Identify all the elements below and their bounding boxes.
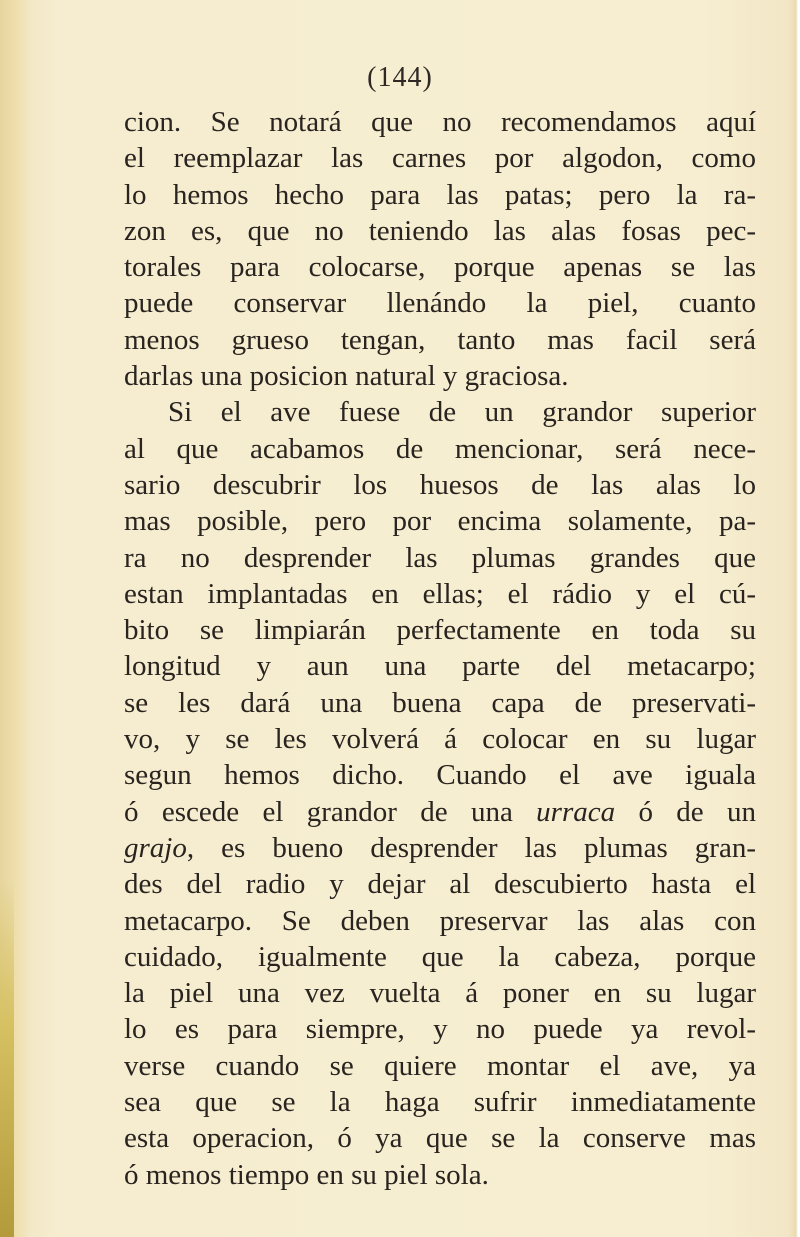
text-line: torales para colocarse, porque apenas se las [124,251,756,284]
text-line: vo, y se les volverá á colocar en su lugar [124,723,756,756]
page-edge [788,0,800,1237]
text-line: ó menos tiempo en su piel sola. [124,1158,489,1191]
text-line: darlas una posicion natural y graciosa. [124,360,569,393]
text-line: se les dará una buena capa de preservati- [124,686,756,719]
italic-term: grajo [124,831,187,864]
text-segment: ó escede el grandor de una [124,795,537,828]
body-text [124,104,756,1193]
text-line: zon es, que no teniendo las alas fosas pec- [124,214,756,247]
text-line: menos grueso tengan, tanto mas facil será [124,323,756,356]
text-line: metacarpo. Se deben preservar las alas con [124,904,756,937]
text-line [124,794,756,830]
text-line: verse cuando se quiere montar el ave, ya [124,1049,756,1082]
text-line: des del radio y dejar al descubierto hasta el [124,868,756,901]
text-line: cion. Se notará que no recomendamos aquí [124,106,756,138]
text-line: estan implantadas en ellas; el rádio y el cú- [124,577,756,610]
italic-term: urraca [536,795,616,828]
text-line: sea que se la haga sufrir inmediatamente [124,1086,756,1119]
text-line: el reemplazar las carnes por algodon, como [124,142,756,175]
text-line: al que acabamos de mencionar, será nece- [124,432,756,465]
page-number: (144) [367,62,433,93]
text-line: Si el ave fuese de un grandor superior [168,396,756,429]
text-line: lo hemos hecho para las patas; pero la ra- [124,178,756,211]
text-line: lo es para siempre, y no puede ya revol- [124,1013,756,1046]
text-segment: , es bueno desprender las plumas gran- [186,831,756,864]
text-line: sario descubrir los huesos de las alas lo [124,468,756,501]
text-line: la piel una vez vuelta á poner en su lugar [124,977,756,1010]
text-line: mas posible, pero por encima solamente, pa- [124,505,756,538]
text-line: puede conservar llenándo la piel, cuanto [124,287,756,320]
page-gutter [0,0,30,1237]
text-segment: ó de un [615,795,756,828]
text-line: longitud y aun una parte del metacarpo; [124,650,756,683]
text-line: ra no desprender las plumas grandes que [124,541,756,574]
text-line: segun hemos dicho. Cuando el ave iguala [124,759,756,792]
text-line [124,830,756,866]
text-line: bito se limpiarán perfectamente en toda su [124,614,756,647]
text-line: esta operacion, ó ya que se la conserve mas [124,1122,756,1155]
text-line: cuidado, igualmente que la cabeza, porque [124,940,756,973]
